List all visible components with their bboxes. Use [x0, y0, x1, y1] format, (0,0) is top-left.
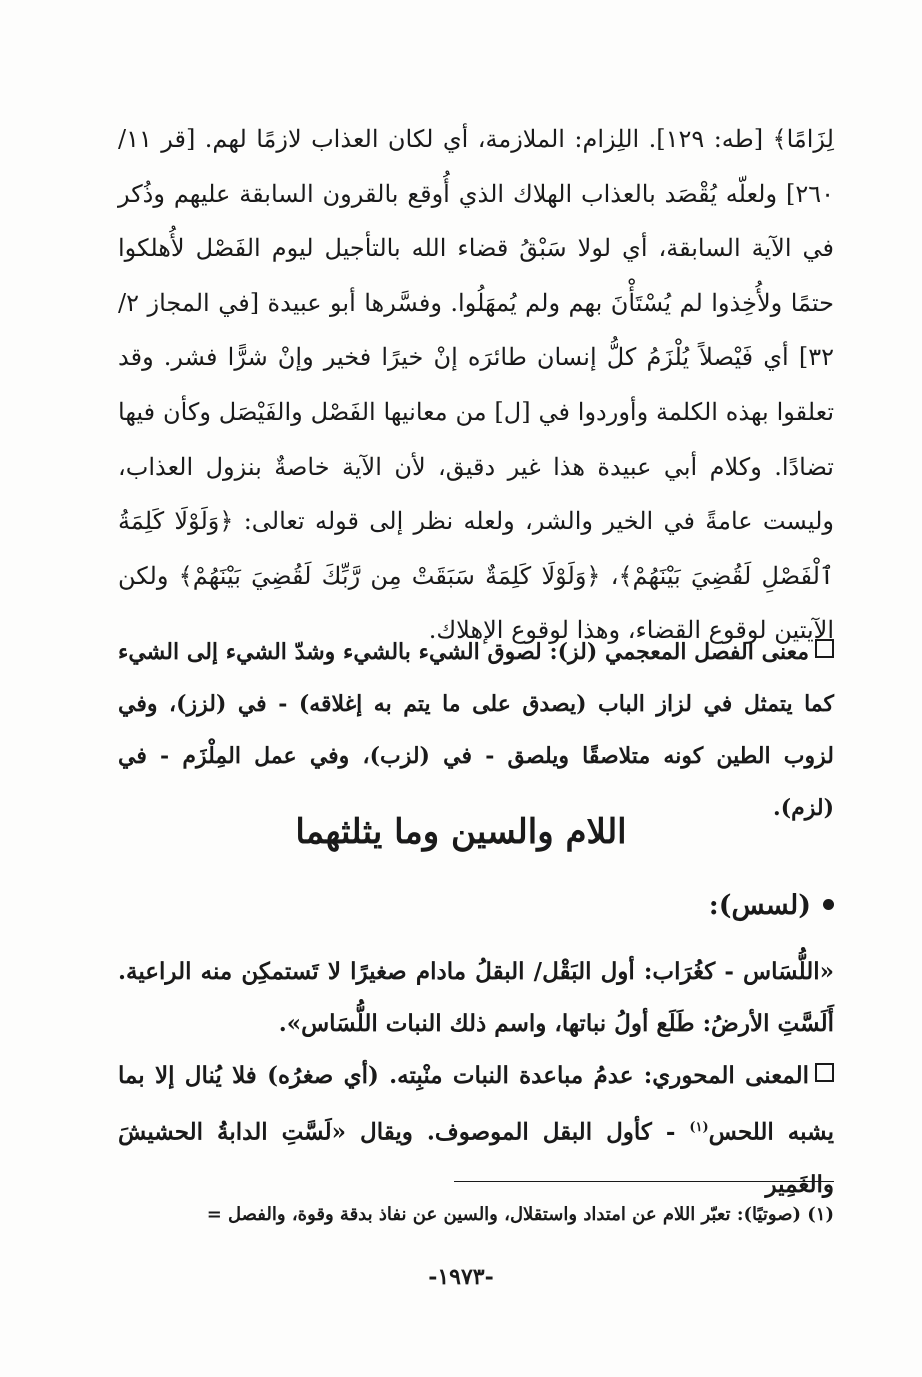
- entry-paragraph-2: [118, 1050, 834, 1211]
- entry-text-block: [118, 946, 834, 1211]
- note-paragraph: [118, 626, 834, 834]
- footnote: (١) (صوتيًا): تعبّر اللام عن امتداد واستقلال، والسين عن نفاذ بدقة وقوة، والفصل =: [206, 1204, 834, 1225]
- entry-paragraph-2-part-2: - كأول البقل الموصوف. ويقال «لَسَّتِ الدابةُ الحشيشَ والغَمِير: [118, 1118, 834, 1198]
- square-box-icon: [815, 639, 834, 658]
- section-heading: اللام والسين وما يثلثهما: [295, 812, 627, 852]
- note-text: معنى الفصل المعجمي (لز): لصوق الشيء بالشيء وشدّ الشيء إلى الشيء كما يتمثل في لزاز الباب (يصدق على ما يتم به إغلاقه) - في (لزز)، وفي لزوب الطين كونه متلاصقًا ويلصق - في (لزب)، وفي عمل المِلْزَم - في (لزم).: [118, 639, 834, 821]
- lexical-note: [118, 626, 834, 834]
- square-box-icon: [815, 1063, 834, 1082]
- bullet-icon: [823, 899, 834, 910]
- entry-head: [709, 890, 834, 921]
- entry-paragraph-1: «اللُّسَاس - كغُرَاب: أول البَقْل/ البقلُ مادام صغيرًا لا تَستمكِن منه الراعية. أَلَسَّتِ الأرضُ: طَلَع أولُ نباتها، واسم ذلك النبات اللُّسَاس».: [118, 958, 834, 1037]
- footnote-divider: [454, 1181, 834, 1182]
- footnote-reference: (١): [689, 1120, 709, 1135]
- entry-root: (لسس):: [708, 890, 811, 921]
- main-paragraph: لِزَامًا﴾ [طه: ١٢٩]. اللِزام: الملازمة، أي لكان العذاب لازمًا لهم. [قر ١١/ ٢٦٠] ولعلّه يُقْصَد بالعذاب الهلاك الذي أُوقع بالقرون السابقة عليهم وذُكر في الآية السابقة، أي لولا سَبْقُ قضاء الله بالتأجيل ليوم الفَصْل لأُهلكوا حتمًا ولأُخِذوا لم يُسْتَأْنَ بهم ولم يُمهَلُوا. وفسَّرها أبو عبيدة [في المجاز ٢/ ٣٢] أي فَيْصلاً يُلْزَمُ كلُّ إنسان طائرَه إنْ خيرًا فخير وإنْ شرًّا فشر. وقد تعلقوا بهذه الكلمة وأوردوا في [ل] من معانيها الفَصْل والفَيْصَل وكأن فيها تضادًا. وكلام أبي عبيدة هذا غير دقيق، لأن الآية خاصةٌ بنزول العذاب، وليست عامةً في الخير والشر، ولعله نظر إلى قوله تعالى: ﴿وَلَوْلَا كَلِمَةُ ٱلْفَصْلِ لَقُضِيَ بَيْنَهُمْ﴾، ﴿وَلَوْلَا كَلِمَةٌ سَبَقَتْ مِن رَّبِّكَ لَقُضِيَ بَيْنَهُمْ﴾ ولكن الآيتين لوقوع القضاء، وهذا لوقوع الإهلاك.: [118, 125, 834, 645]
- main-text-block: [118, 112, 834, 658]
- entry-paragraph-2-part-1: المعنى المحوري: عدمُ مباعدة النبات منْبِته. (أي صغرُه) فلا يُنال إلا بما يشبه اللحس: [118, 1062, 834, 1146]
- page-number: -١٩٧٣-: [428, 1264, 494, 1290]
